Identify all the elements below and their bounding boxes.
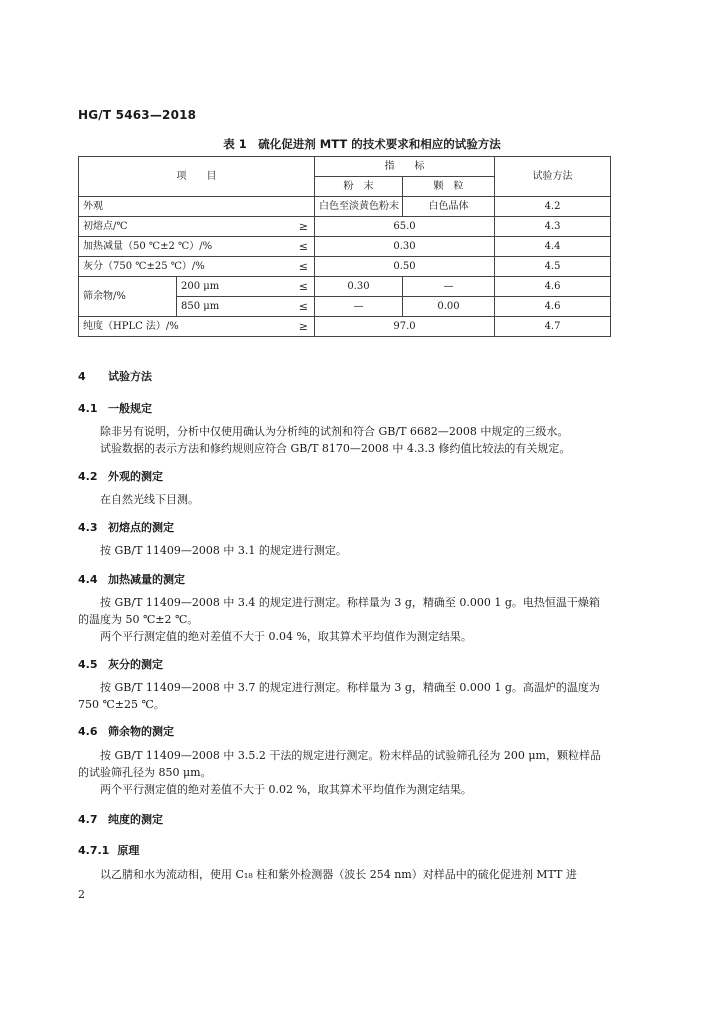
table-row [79,217,611,237]
spec-table [78,156,611,337]
row-item: 初熔点/℃ [79,217,261,237]
row-value: 0.50 [315,257,495,277]
header-index: 指 标 [315,157,495,177]
section-heading [78,656,163,672]
section-number: 4.4 [78,573,98,586]
section-title: 筛余物的测定 [108,725,174,738]
row-sub-item: 850 μm [177,297,261,317]
paragraph-text: 两个平行测定值的绝对差值不大于 0.04 %，取其算术平均值作为测定结果。 [100,630,472,643]
section-number: 4.5 [78,658,98,671]
row-symbol: ≥ [261,217,315,237]
row-symbol: ≥ [261,317,315,337]
table-row [79,197,611,217]
standard-code-header: HG/T 5463—2018 [78,108,197,122]
section-number: 4 [78,370,86,383]
section-heading [78,368,152,384]
section-number: 4.3 [78,521,98,534]
row-item: 加热减量（50 ℃±2 ℃）/% [79,237,261,257]
section-number: 4.2 [78,470,98,483]
section-number: 4.6 [78,725,98,738]
row-method: 4.6 [495,277,611,297]
section-title: 灰分的测定 [108,658,163,671]
row-granule: 0.00 [403,297,495,317]
table-row [79,277,611,297]
page-number: 2 [78,888,85,901]
row-symbol: ≤ [261,257,315,277]
paragraph [78,594,608,645]
row-powder: 0.30 [315,277,403,297]
row-granule: — [403,277,495,297]
section-number: 4.7 [78,813,98,826]
row-method: 4.2 [495,197,611,217]
table-row [79,257,611,277]
section-title: 加热减量的测定 [108,573,185,586]
table-row [79,237,611,257]
header-method: 试验方法 [495,157,611,197]
row-symbol: ≤ [261,277,315,297]
paragraph [78,491,608,508]
row-powder: — [315,297,403,317]
row-symbol: ≤ [261,237,315,257]
row-method: 4.3 [495,217,611,237]
row-method: 4.7 [495,317,611,337]
row-item: 筛余物/% [79,277,177,317]
section-heading [78,811,163,827]
section-number: 4.7.1 [78,844,110,857]
paragraph-text: 按 GB/T 11409—2008 中 3.1 的规定进行测定。 [100,544,347,557]
row-item: 外观 [79,197,315,217]
table-header-row [79,157,611,177]
section-title: 纯度的测定 [108,813,163,826]
section-heading [78,723,174,739]
row-method: 4.5 [495,257,611,277]
section-heading [78,468,163,484]
row-value: 0.30 [315,237,495,257]
row-value: 65.0 [315,217,495,237]
section-heading [78,571,185,587]
row-method: 4.4 [495,237,611,257]
section-heading [78,842,139,858]
paragraph-text: 两个平行测定值的绝对差值不大于 0.02 %，取其算术平均值作为测定结果。 [100,783,472,796]
row-powder: 白色至淡黄色粉末 [315,197,403,217]
row-item: 纯度（HPLC 法）/% [79,317,261,337]
row-sub-item: 200 μm [177,277,261,297]
paragraph-text: 按 GB/T 11409—2008 中 3.5.2 干法的规定进行测定。粉末样品的试验筛孔径为 200 μm，颗粒样品的试验筛孔径为 850 μm。 [78,749,601,779]
header-granule: 颗 粒 [403,177,495,197]
section-title: 外观的测定 [108,470,163,483]
paragraph [78,542,608,559]
header-powder: 粉 末 [315,177,403,197]
row-method: 4.6 [495,297,611,317]
paragraph [78,747,608,798]
section-title: 原理 [117,844,140,857]
paragraph-text: 以乙腈和水为流动相，使用 C₁₈ 柱和紫外检测器（波长 254 nm）对样品中的硫化促进剂 MTT 进 [100,868,577,881]
paragraph [78,866,608,883]
row-item: 灰分（750 ℃±25 ℃）/% [79,257,261,277]
paragraph-text: 试验数据的表示方法和修约规则应符合 GB/T 8170—2008 中 4.3.3 修约值比较法的有关规定。 [100,442,571,455]
row-symbol: ≤ [261,297,315,317]
paragraph-text: 除非另有说明，分析中仅使用确认为分析纯的试剂和符合 GB/T 6682—2008 中规定的三级水。 [100,425,569,438]
header-item: 项 目 [79,157,315,197]
table-row [79,317,611,337]
paragraph-text: 在自然光线下目测。 [100,493,199,506]
section-title: 试验方法 [108,370,152,383]
section-heading [78,519,174,535]
section-heading [78,400,152,416]
row-granule: 白色晶体 [403,197,495,217]
table-caption: 表 1 硫化促进剂 MTT 的技术要求和相应的试验方法 [223,137,501,151]
paragraph-text: 按 GB/T 11409—2008 中 3.7 的规定进行测定。称样量为 3 g，精确至 0.000 1 g。高温炉的温度为 750 ℃±25 ℃。 [78,681,600,711]
section-title: 初熔点的测定 [108,521,174,534]
section-number: 4.1 [78,402,98,415]
section-title: 一般规定 [108,402,152,415]
paragraph [78,423,608,457]
paragraph [78,679,608,713]
paragraph-text: 按 GB/T 11409—2008 中 3.4 的规定进行测定。称样量为 3 g，精确至 0.000 1 g。电热恒温干燥箱的温度为 50 ℃±2 ℃。 [78,596,600,626]
row-value: 97.0 [315,317,495,337]
